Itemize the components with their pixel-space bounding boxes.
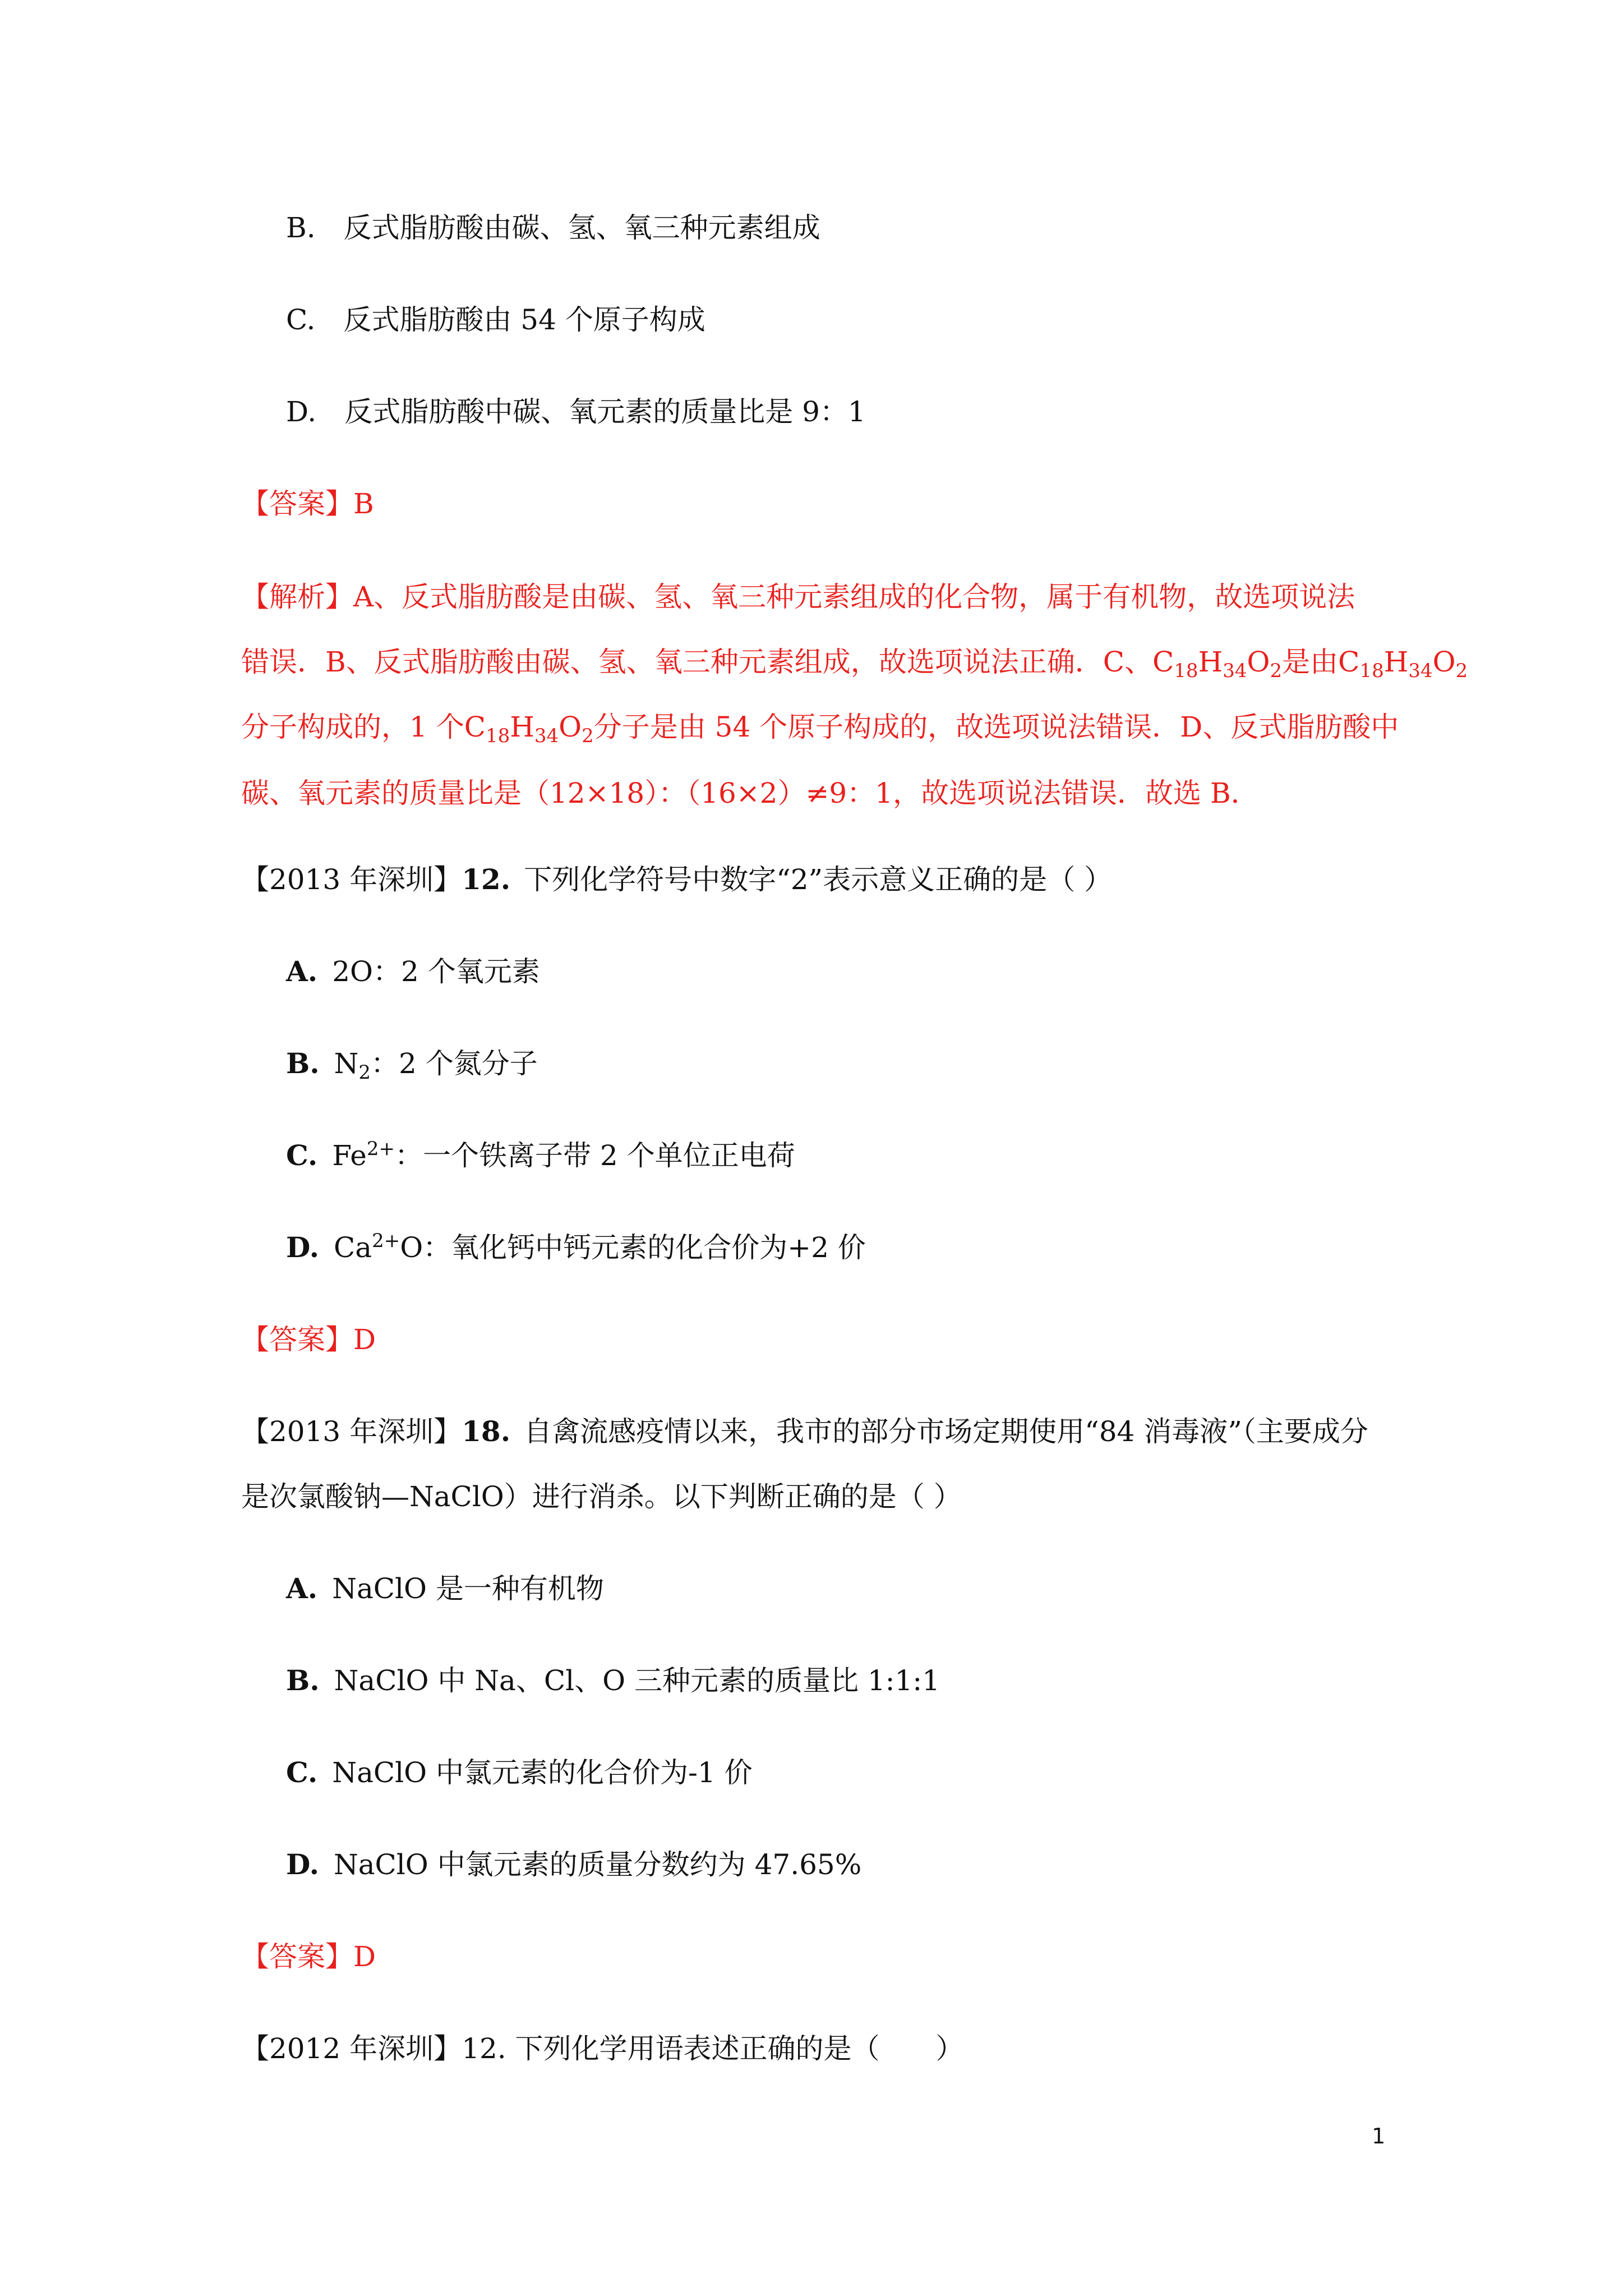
question-text: 自禽流感疫情以来，我市的部分市场定期使用“84 消毒液”（主要成分 [524,1415,1368,1448]
question-text: 12. 下列化学用语表述正确的是（ ） [462,2032,964,2065]
q2-stem [241,862,1112,898]
answer-label: 【答案】 [241,487,353,520]
q4-stem [241,2031,964,2067]
q1-answer [241,486,374,522]
analysis-text: 是由 [1282,646,1339,678]
option-symbol: $Fe^{2+}$ [332,1138,395,1172]
question-text: 下列化学符号中数字“2”表示意义正确的是（ ） [524,863,1112,896]
option-letter: D. [286,395,317,428]
q2-option-d [286,1230,866,1266]
answer-label: 【答案】 [241,1940,353,1973]
option-letter: B. [286,211,316,244]
formula-c18h34o2: $C_{18}H_{34}O_2$ [1152,646,1283,682]
answer-label: 【答案】 [241,1323,353,1356]
question-tag: 【2012 年深圳】 [241,2032,462,2065]
analysis-text: 分子构成的，1 个 [241,711,464,743]
option-letter: C. [286,303,316,336]
analysis-text: 分子是由 54 个原子构成的，故选项说法错误．D、反式脂肪酸中 [593,711,1399,743]
question-number: 18. [462,1415,511,1448]
question-tag: 【2013 年深圳】 [241,863,462,896]
q3-stem-line2 [241,1479,962,1515]
q2-option-c [286,1138,795,1174]
option-text: 2O：2 个氧元素 [332,955,540,988]
answer-value: D [353,1323,376,1356]
option-letter: A. [286,1572,318,1605]
option-letter: C. [286,1139,318,1172]
analysis-text: 错误．B、反式脂肪酸由碳、氢、氧三种元素组成，故选项说法正确．C、 [241,646,1152,678]
page-number: 1 [1372,2124,1386,2148]
option-symbol: $Ca^{2+}O$ [333,1230,423,1264]
q3-answer [241,1939,376,1975]
q2-option-b [286,1046,538,1082]
option-letter: C. [286,1756,318,1789]
option-text: NaClO 中氯元素的化合价为-1 价 [332,1756,753,1789]
option-text: ：2 个氮分子 [371,1047,538,1080]
option-letter: D. [286,1848,319,1881]
q3-option-b [286,1663,940,1699]
answer-value: B [353,487,374,520]
option-letter: B. [286,1047,320,1080]
option-symbol: $N_2$ [334,1047,371,1084]
option-text: NaClO 中氯元素的质量分数约为 47.65% [333,1848,862,1881]
option-text: ：氧化钙中钙元素的化合价为+2 价 [423,1231,866,1264]
option-text: 反式脂肪酸由碳、氢、氧三种元素组成 [343,211,820,244]
analysis-text: A、反式脂肪酸是由碳、氢、氧三种元素组成的化合物，属于有机物，故选项说法 [353,581,1355,613]
q1-analysis-line2 [241,644,1468,680]
q1-option-c [286,302,706,338]
q3-stem-line1 [241,1414,1368,1450]
q3-option-a [286,1571,604,1607]
q1-analysis-line1 [241,579,1355,615]
q3-option-d [286,1847,861,1883]
question-tag: 【2013 年深圳】 [241,1415,462,1448]
q1-option-d [286,394,866,430]
option-letter: B. [286,1664,320,1697]
answer-value: D [353,1940,376,1973]
q2-option-a [286,954,540,990]
option-text: NaClO 中 Na、Cl、O 三种元素的质量比 1:1:1 [334,1664,940,1697]
question-number: 12. [462,863,511,896]
option-text: ：一个铁离子带 2 个单位正电荷 [395,1139,795,1172]
formula-c18h34o2: $C_{18}H_{34}O_2$ [1338,646,1468,682]
option-letter: D. [286,1231,319,1264]
q2-answer [241,1322,376,1358]
analysis-text: 碳、氧元素的质量比是（12×18）：（16×2）≠9：1，故选项说法错误．故选 B． [241,777,1259,809]
option-text: 反式脂肪酸由 54 个原子构成 [343,303,706,336]
q1-analysis-line3 [241,709,1399,745]
formula-c18h34o2: $C_{18}H_{34}O_2$ [464,711,594,747]
option-text: 反式脂肪酸中碳、氧元素的质量比是 9：1 [344,395,866,428]
analysis-label: 【解析】 [241,581,353,613]
question-text: 是次氯酸钠—NaClO）进行消杀。以下判断正确的是（ ） [241,1480,962,1513]
q1-analysis-line4 [241,775,1259,811]
q3-option-c [286,1755,753,1791]
option-text: NaClO 是一种有机物 [332,1572,604,1605]
option-letter: A. [286,955,318,988]
q1-option-b [286,210,820,246]
